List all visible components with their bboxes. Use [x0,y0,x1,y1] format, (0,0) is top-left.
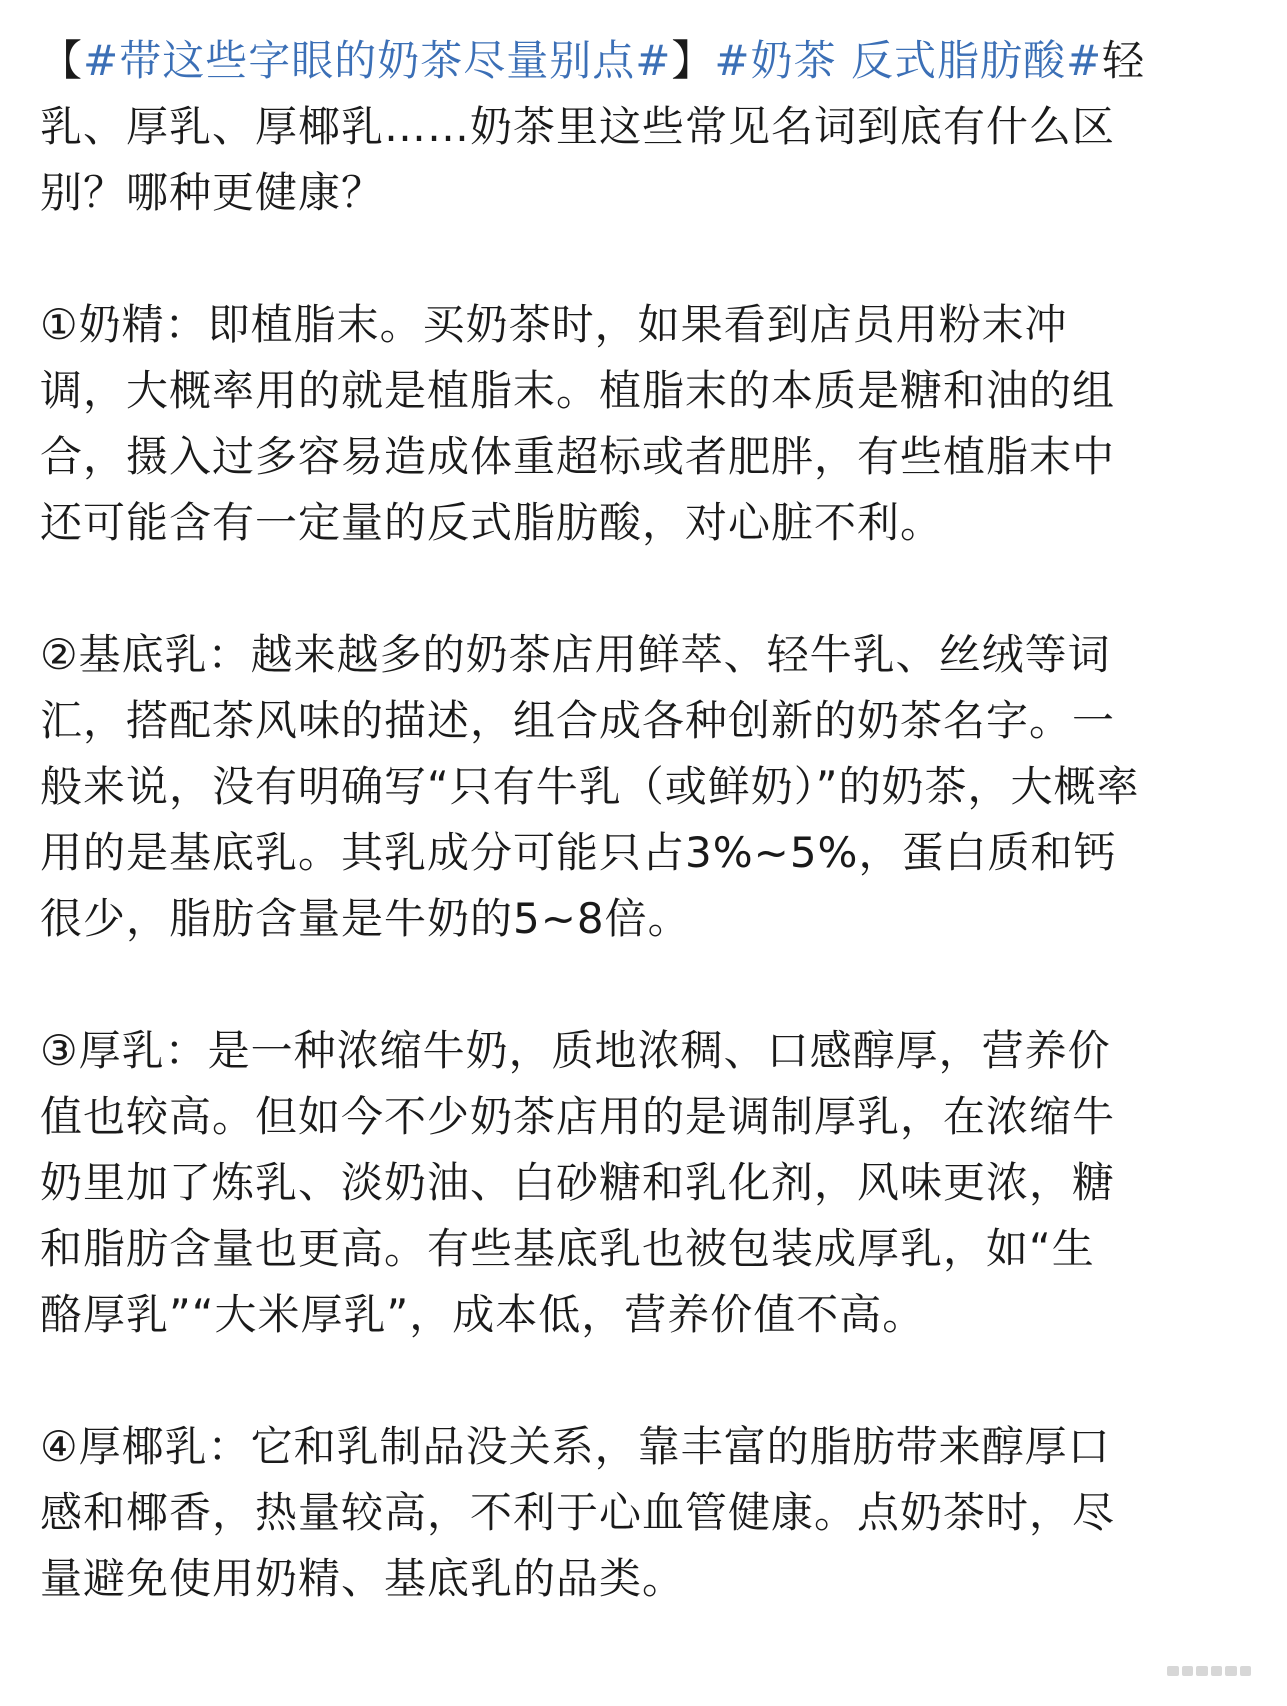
scroll-indicator-segment [1240,1666,1252,1676]
bracket-close: 】 [671,36,715,85]
paragraph-base-milk: ②基底乳：越来越多的奶茶店用鲜萃、轻牛乳、丝绒等词 汇，搭配茶风味的描述，组合成各种创新的奶茶名字。一 般来说，没有明确写“只有牛乳（或鲜奶）”的奶茶，大概率 用的是基底乳。其乳成分可能只占3%~5%，蛋白质和钙 很少，脂肪含量是牛奶的5~8倍。 [40,630,1140,943]
scroll-indicator-segment [1196,1666,1208,1676]
paragraph-thick-coconut-milk: ④厚椰乳：它和乳制品没关系，靠丰富的脂肪带来醇厚口 感和椰香，热量较高，不利于心血管健康。点奶茶时，尽 量避免使用奶精、基底乳的品类。 [40,1422,1116,1603]
scroll-indicator-segment [1211,1666,1223,1676]
paragraph-thick-milk: ③厚乳：是一种浓缩牛奶，质地浓稠、口感醇厚，营养价 值也较高。但如今不少奶茶店用的是调制厚乳，在浓缩牛 奶里加了炼乳、淡奶油、白砂糖和乳化剂，风味更浓，糖 和脂肪含量也更高。有些基底乳也被包装成厚乳，如“生 酪厚乳”“大米厚乳”，成本低，营养价值不高。 [40,1026,1116,1339]
post-body [40,28,1240,1612]
intro-text: 轻 乳、厚乳、厚椰乳……奶茶里这些常见名词到底有什么区 别？哪种更健康？ [40,36,1146,217]
topic-tag-link[interactable]: #奶茶 反式脂肪酸# [714,36,1103,85]
paragraph-creamer: ①奶精：即植脂末。买奶茶时，如果看到店员用粉末冲 调，大概率用的就是植脂末。植脂末的本质是糖和油的组 合，摄入过多容易造成体重超标或者肥胖，有些植脂末中 还可能含有一定量的反式脂肪酸，对心脏不利。 [40,300,1116,547]
bracket-open: 【 [40,36,84,85]
topic-tag-link[interactable]: #带这些字眼的奶茶尽量别点# [83,36,672,85]
scroll-indicator-segment [1167,1666,1179,1676]
scroll-indicator [1167,1666,1251,1676]
scroll-indicator-segment [1225,1666,1237,1676]
post-intro [40,28,1240,226]
scroll-indicator-segment [1182,1666,1194,1676]
